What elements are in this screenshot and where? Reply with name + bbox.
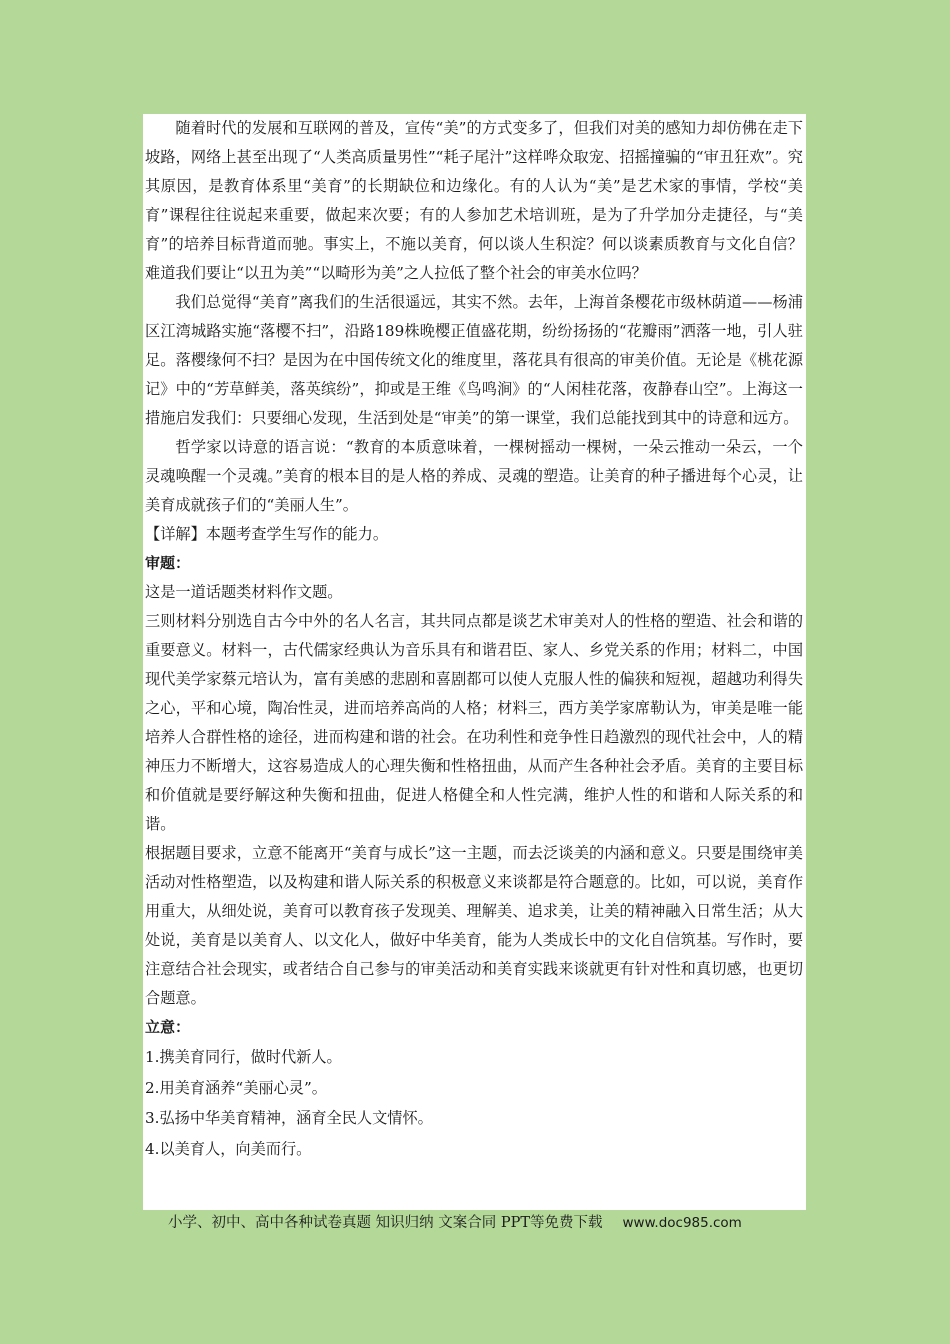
idea-item: 1.携美育同行，做时代新人。	[145, 1048, 342, 1066]
review-line: 三则材料分别选自古今中外的名人名言，其共同点都是谈艺术审美对人的性格的塑造、社会和谐的重要意义。材料一，古代儒家经典认为音乐具有和谐君臣、家人、乡党关系的作用；材料二，中国现代美学家蔡元培认为，富有美感的悲剧和喜剧都可以使人克服人性的偏狭和短视，超越功利得失之心，平和心境，陶冶性灵，进而培养高尚的人格；材料三，西方美学家席勒认为，审美是唯一能培养人合群性格的途径，进而构建和谐的社会。在功利性和竞争性日趋激烈的现代社会中，人的精神压力不断增大，这容易造成人的心理失衡和性格扭曲，从而产生各种社会矛盾。美育的主要目标和价值就是要纾解这种失衡和扭曲，促进人格健全和人性完满，维护人性的和谐和人际关系的和谐。	[145, 612, 803, 833]
footer-url[interactable]: www.doc985.com	[622, 1215, 742, 1231]
detail-line: 【详解】本题考查学生写作的能力。	[145, 525, 388, 543]
idea-item: 2.用美育涵养“美丽心灵”。	[145, 1078, 327, 1097]
ideas-heading: 立意：	[145, 1018, 191, 1036]
essay-paragraph: 我们总觉得“美育”离我们的生活很遥远，其实不然。去年，上海首条樱花市级林荫道——杨浦区江湾城路实施“落樱不扫”，沿路189株晚樱正值盛花期，纷纷扬扬的“花瓣雨”洒落一地，引人驻足。落樱缘何不扫？是因为在中国传统文化的维度里，落花具有很高的审美价值。无论是《桃花源记》中的“芳草鲜美，落英缤纷”，抑或是王维《鸟鸣涧》的“人闲桂花落，夜静春山空”。上海这一措施启发我们：只要细心发现，生活到处是“审美”的第一课堂，我们总能找到其中的诗意和远方。	[145, 293, 803, 427]
idea-item: 4.以美育人，向美而行。	[145, 1139, 312, 1158]
essay-paragraph: 随着时代的发展和互联网的普及，宣传“美”的方式变多了，但我们对美的感知力却仿佛在走下坡路，网络上甚至出现了“人类高质量男性”“耗子尾汁”这样哗众取宠、招摇撞骗的“审丑狂欢”。究其原因，是教育体系里“美育”的长期缺位和边缘化。有的人认为“美”是艺术家的事情，学校“美育”课程往往说起来重要，做起来次要；有的人参加艺术培训班，是为了升学加分走捷径，与“美育”的培养目标背道而驰。事实上，不施以美育，何以谈人生积淀？何以谈素质教育与文化自信？难道我们要让“以丑为美”“以畸形为美”之人拉低了整个社会的审美水位吗？	[145, 119, 803, 282]
review-line: 这是一道话题类材料作文题。	[145, 583, 343, 601]
review-heading: 审题：	[145, 554, 191, 572]
document-content	[145, 114, 803, 1164]
essay-paragraph: 哲学家以诗意的语言说：“教育的本质意味着，一棵树摇动一棵树，一朵云推动一朵云，一个灵魂唤醒一个灵魂。”美育的根本目的是人格的养成、灵魂的塑造。让美育的种子播进每个心灵，让美育成就孩子们的“美丽人生”。	[145, 438, 803, 514]
review-line: 根据题目要求，立意不能离开“美育与成长”这一主题，而去泛谈美的内涵和意义。只要是围绕审美活动对性格塑造，以及构建和谐人际关系的积极意义来谈都是符合题意的。比如，可以说，美育作用重大，从细处说，美育可以教育孩子发现美、理解美、追求美，让美的精神融入日常生活；从大处说，美育是以美育人、以文化人，做好中华美育，能为人类成长中的文化自信筑基。写作时，要注意结合社会现实，或者结合自己参与的审美活动和美育实践来谈就更有针对性和真切感，也更切合题意。	[145, 844, 803, 1007]
page-footer	[168, 1210, 808, 1236]
idea-item: 3.弘扬中华美育精神，涵育全民人文情怀。	[145, 1109, 433, 1127]
footer-text: 小学、初中、高中各种试卷真题 知识归纳 文案合同 PPT等免费下载	[168, 1215, 603, 1231]
